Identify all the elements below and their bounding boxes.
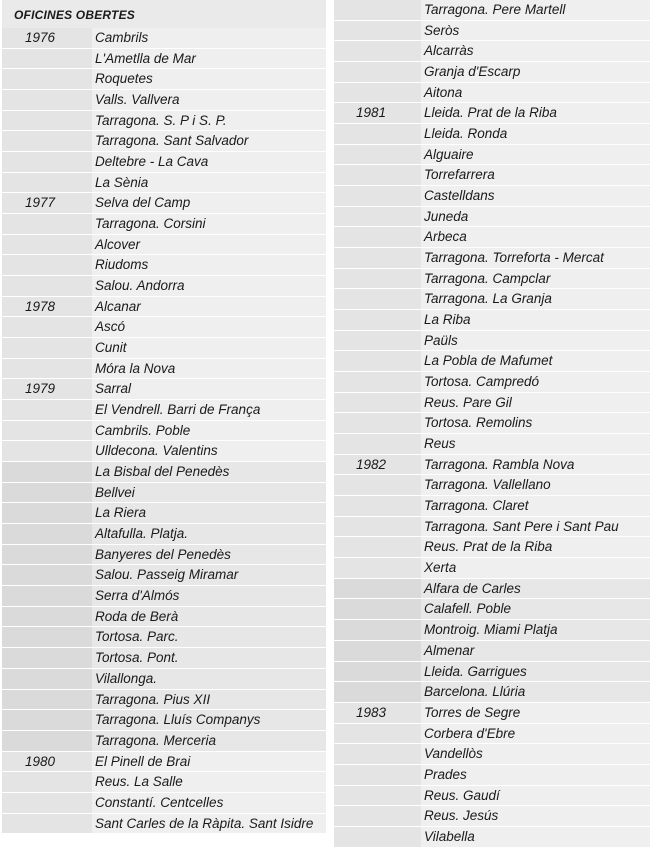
office-name: Alcover xyxy=(92,235,326,255)
office-name: La Sènia xyxy=(92,173,326,193)
office-row xyxy=(2,462,326,483)
office-name: Tarragona. Corsini xyxy=(92,214,326,234)
page-title: OFICINES OBERTES xyxy=(2,0,326,28)
office-name: Banyeres del Penedès xyxy=(92,545,326,565)
office-name: Tarragona. Pere Martell xyxy=(421,0,650,20)
office-name: Prades xyxy=(421,765,650,785)
office-name: Ascó xyxy=(92,317,326,337)
office-name: Móra la Nova xyxy=(92,359,326,379)
office-name: Ulldecona. Valentins xyxy=(92,441,326,461)
office-row xyxy=(334,310,650,331)
office-name: Torres de Segre xyxy=(421,703,650,723)
office-name: Tarragona. Pius XII xyxy=(92,690,326,710)
office-name: Roda de Berà xyxy=(92,607,326,627)
office-row xyxy=(334,269,650,290)
office-row xyxy=(334,517,650,538)
office-name: Seròs xyxy=(421,21,650,41)
office-name: Cambrils. Poble xyxy=(92,421,326,441)
office-row xyxy=(334,248,650,269)
office-row xyxy=(334,599,650,620)
office-name: Riudoms xyxy=(92,255,326,275)
office-name: Vilallonga. xyxy=(92,669,326,689)
office-row xyxy=(334,41,650,62)
office-name: Roquetes xyxy=(92,69,326,89)
office-row xyxy=(334,227,650,248)
office-name: Sant Carles de la Ràpita. Sant Isidre xyxy=(92,814,326,834)
office-row xyxy=(334,682,650,703)
office-name: Sarral xyxy=(92,379,326,399)
office-row xyxy=(2,400,326,421)
office-row xyxy=(334,103,650,124)
office-row xyxy=(2,173,326,194)
left-column xyxy=(2,0,326,834)
office-row xyxy=(2,565,326,586)
office-name: Torrefarrera xyxy=(421,165,650,185)
office-row xyxy=(2,359,326,380)
office-row xyxy=(2,586,326,607)
office-row xyxy=(334,662,650,683)
office-row xyxy=(334,165,650,186)
office-row xyxy=(2,710,326,731)
office-name: Alcarràs xyxy=(421,41,650,61)
office-name: Cunit xyxy=(92,338,326,358)
office-row xyxy=(2,90,326,111)
office-row xyxy=(2,214,326,235)
office-row xyxy=(2,545,326,566)
office-name: La Riba xyxy=(421,310,650,330)
office-row xyxy=(334,124,650,145)
office-name: Corbera d'Ebre xyxy=(421,724,650,744)
opening-year: 1982 xyxy=(356,456,387,472)
office-name: Granja d'Escarp xyxy=(421,62,650,82)
office-row xyxy=(2,379,326,400)
office-row xyxy=(2,111,326,132)
office-row xyxy=(2,648,326,669)
opening-year: 1979 xyxy=(25,381,56,397)
office-name: Reus. Jesús xyxy=(421,806,650,826)
office-name: La Pobla de Mafumet xyxy=(421,351,650,371)
office-name: Tarragona. Campclar xyxy=(421,269,650,289)
office-row xyxy=(334,744,650,765)
office-row xyxy=(2,627,326,648)
office-row xyxy=(334,786,650,807)
opening-year: 1977 xyxy=(25,195,56,211)
office-row xyxy=(2,731,326,752)
office-row xyxy=(334,827,650,848)
office-name: Serra d'Almós xyxy=(92,586,326,606)
office-name: Calafell. Poble xyxy=(421,599,650,619)
office-row xyxy=(334,537,650,558)
office-row xyxy=(334,620,650,641)
office-name: Tarragona. La Granja xyxy=(421,289,650,309)
office-name: Vilabella xyxy=(421,827,650,847)
office-name: Reus. Prat de la Riba xyxy=(421,537,650,557)
office-row xyxy=(2,49,326,70)
office-name: Montroig. Miami Platja xyxy=(421,620,650,640)
office-name: Reus. Gaudí xyxy=(421,786,650,806)
office-name: Valls. Vallvera xyxy=(92,90,326,110)
office-row xyxy=(334,331,650,352)
left-office-list xyxy=(2,28,326,834)
office-name: Alguaire xyxy=(421,145,650,165)
office-row xyxy=(2,607,326,628)
office-row xyxy=(334,289,650,310)
office-name: Tortosa. Remolins xyxy=(421,413,650,433)
office-row xyxy=(2,69,326,90)
office-name: Altafulla. Platja. xyxy=(92,524,326,544)
office-name: Tarragona. Torreforta - Mercat xyxy=(421,248,650,268)
office-row xyxy=(2,793,326,814)
office-row xyxy=(2,441,326,462)
opening-year: 1976 xyxy=(25,30,56,45)
office-row xyxy=(2,28,326,49)
office-row xyxy=(2,421,326,442)
office-row xyxy=(2,483,326,504)
office-name: Juneda xyxy=(421,207,650,227)
office-name: Arbeca xyxy=(421,227,650,247)
opening-year: 1983 xyxy=(356,704,387,720)
office-name: Lleida. Ronda xyxy=(421,124,650,144)
office-row xyxy=(2,690,326,711)
office-row xyxy=(334,558,650,579)
office-row xyxy=(2,503,326,524)
opening-year: 1981 xyxy=(356,105,387,121)
office-name: El Pinell de Brai xyxy=(92,752,326,772)
office-row xyxy=(334,455,650,476)
office-row xyxy=(2,772,326,793)
office-row xyxy=(334,351,650,372)
office-name: Deltebre - La Cava xyxy=(92,152,326,172)
office-name: Constantí. Centcelles xyxy=(92,793,326,813)
office-name: Castelldans xyxy=(421,186,650,206)
office-row xyxy=(334,413,650,434)
office-name: Lleida. Prat de la Riba xyxy=(421,103,650,123)
office-name: La Riera xyxy=(92,503,326,523)
office-row xyxy=(2,255,326,276)
office-name: Lleida. Garrigues xyxy=(421,662,650,682)
office-row xyxy=(2,235,326,256)
office-row xyxy=(2,152,326,173)
office-row xyxy=(334,21,650,42)
office-row xyxy=(334,724,650,745)
office-row xyxy=(2,276,326,297)
office-row xyxy=(334,703,650,724)
office-row xyxy=(334,806,650,827)
office-name: La Bisbal del Penedès xyxy=(92,462,326,482)
office-name: Reus. Pare Gil xyxy=(421,393,650,413)
office-row xyxy=(2,338,326,359)
office-name: Tortosa. Parc. xyxy=(92,627,326,647)
office-row xyxy=(334,207,650,228)
office-row xyxy=(2,814,326,835)
office-row xyxy=(2,669,326,690)
office-row xyxy=(334,186,650,207)
office-name: Salou. Andorra xyxy=(92,276,326,296)
office-row xyxy=(334,393,650,414)
office-row xyxy=(2,131,326,152)
office-row xyxy=(334,62,650,83)
office-name: Reus. La Salle xyxy=(92,772,326,792)
office-row xyxy=(334,641,650,662)
opening-year: 1978 xyxy=(25,298,56,314)
office-name: Tarragona. Lluís Companys xyxy=(92,710,326,730)
office-name: El Vendrell. Barri de França xyxy=(92,400,326,420)
right-office-list xyxy=(334,0,650,848)
office-name: Aitona xyxy=(421,83,650,103)
office-name: Tarragona. Sant Pere i Sant Pau xyxy=(421,517,650,537)
office-name: Tarragona. Vallellano xyxy=(421,475,650,495)
office-name: Tarragona. Rambla Nova xyxy=(421,455,650,475)
office-name: Tarragona. Sant Salvador xyxy=(92,131,326,151)
office-name: Selva del Camp xyxy=(92,193,326,213)
opening-year: 1980 xyxy=(25,753,56,769)
office-row xyxy=(334,83,650,104)
office-row xyxy=(334,372,650,393)
office-name: Bellvei xyxy=(92,483,326,503)
office-name: Xerta xyxy=(421,558,650,578)
office-name: Tarragona. Merceria xyxy=(92,731,326,751)
office-name: Vandellòs xyxy=(421,744,650,764)
office-name: Tortosa. Campredó xyxy=(421,372,650,392)
office-row xyxy=(334,434,650,455)
office-name: Barcelona. Llúria xyxy=(421,682,650,702)
right-column xyxy=(334,0,650,848)
office-row xyxy=(334,0,650,21)
office-name: Tarragona. Claret xyxy=(421,496,650,516)
office-row xyxy=(2,317,326,338)
office-name: Tortosa. Pont. xyxy=(92,648,326,668)
office-name: Alfara de Carles xyxy=(421,579,650,599)
office-row xyxy=(2,297,326,318)
office-name: Almenar xyxy=(421,641,650,661)
office-name: Reus xyxy=(421,434,650,454)
office-name: L'Ametlla de Mar xyxy=(92,49,326,69)
office-row xyxy=(334,496,650,517)
office-row xyxy=(334,765,650,786)
office-row xyxy=(334,145,650,166)
office-name: Alcanar xyxy=(92,297,326,317)
office-name: Paüls xyxy=(421,331,650,351)
office-row xyxy=(2,193,326,214)
office-name: Tarragona. S. P i S. P. xyxy=(92,111,326,131)
office-name: Salou. Passeig Miramar xyxy=(92,565,326,585)
office-row xyxy=(2,752,326,773)
office-row xyxy=(334,579,650,600)
office-row xyxy=(2,524,326,545)
office-name: Cambrils xyxy=(92,28,326,48)
office-row xyxy=(334,475,650,496)
